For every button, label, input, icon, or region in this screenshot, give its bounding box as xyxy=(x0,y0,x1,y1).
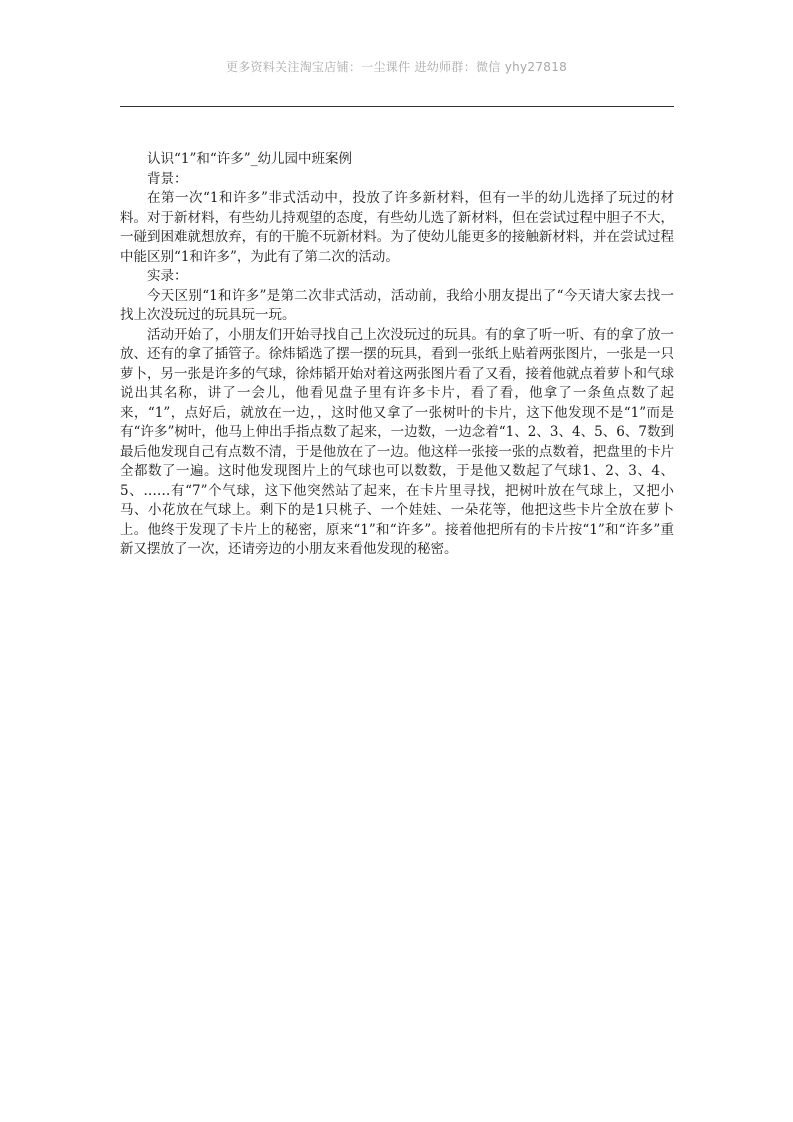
section-label-record: 实录： xyxy=(147,268,188,284)
paragraph: 活动开始了，小朋友们开始寻找自己上次没玩过的玩具。有的拿了听一听、有的拿了放一放、还有的拿了插管子。徐炜韬选了摆一摆的玩具，看到一张纸上贴着两张图片，一张是一只萝卜，另一张是许多的气球，徐炜韬开始对着这两张图片看了又看，接着他就点着萝卜和气球说出其名称，讲了一会儿，他看见盘子里有许多卡片，看了看，他拿了一条鱼点数了起来，“1”，点好后，就放在一边，，这时他又拿了一张树叶的卡片，这下他发现不是“1”而是有“许多”树叶，他马上伸出手指点数了起来，一边数，一边念着“1、2、3、4、5、6、7数到最后他发现自己有点数不清，于是他放在了一边。他这样一张接一张的点数着，把盘里的卡片全都数了一遍。这时他发现图片上的气球也可以数数，于是他又数起了气球1、2、3、4、5、……有“7”个气球，这下他突然站了起来，在卡片里寻找，把树叶放在气球上，又把小马、小花放在气球上。剩下的是1只桃子、一个娃娃、一朵花等，他把这些卡片全放在萝卜上。他终于发现了卡片上的秘密，原来“1”和“许多”。接着他把所有的卡片按“1”和“许多”重新又摆放了一次，还请旁边的小朋友来看他发现的秘密。 xyxy=(120,326,674,557)
paragraph: 在第一次“1和许多”非式活动中，投放了许多新材料，但有一半的幼儿选择了玩过的材料。对于新材料，有些幼儿持观望的态度，有些幼儿选了新材料，但在尝试过程中胆子不大，一碰到困难就想放弃，有的干脆不玩新材料。为了使幼儿能更多的接触新材料，并在尝试过程中能区别“1和许多”，为此有了第二次的活动。 xyxy=(120,190,674,265)
page-header: 更多资料关注淘宝店铺：一尘课件 进幼师群：微信 yhy27818 xyxy=(225,60,568,74)
section-label-background: 背景： xyxy=(147,170,188,187)
document-body xyxy=(120,150,674,560)
header-divider xyxy=(120,106,674,107)
document-title: 认识“1”和“许多”_幼儿园中班案例 xyxy=(147,151,352,167)
paragraph: 今天区别“1和许多”是第二次非式活动，活动前，我给小朋友提出了“今天请大家去找一找上次没玩过的玩具玩一玩。 xyxy=(120,287,674,323)
